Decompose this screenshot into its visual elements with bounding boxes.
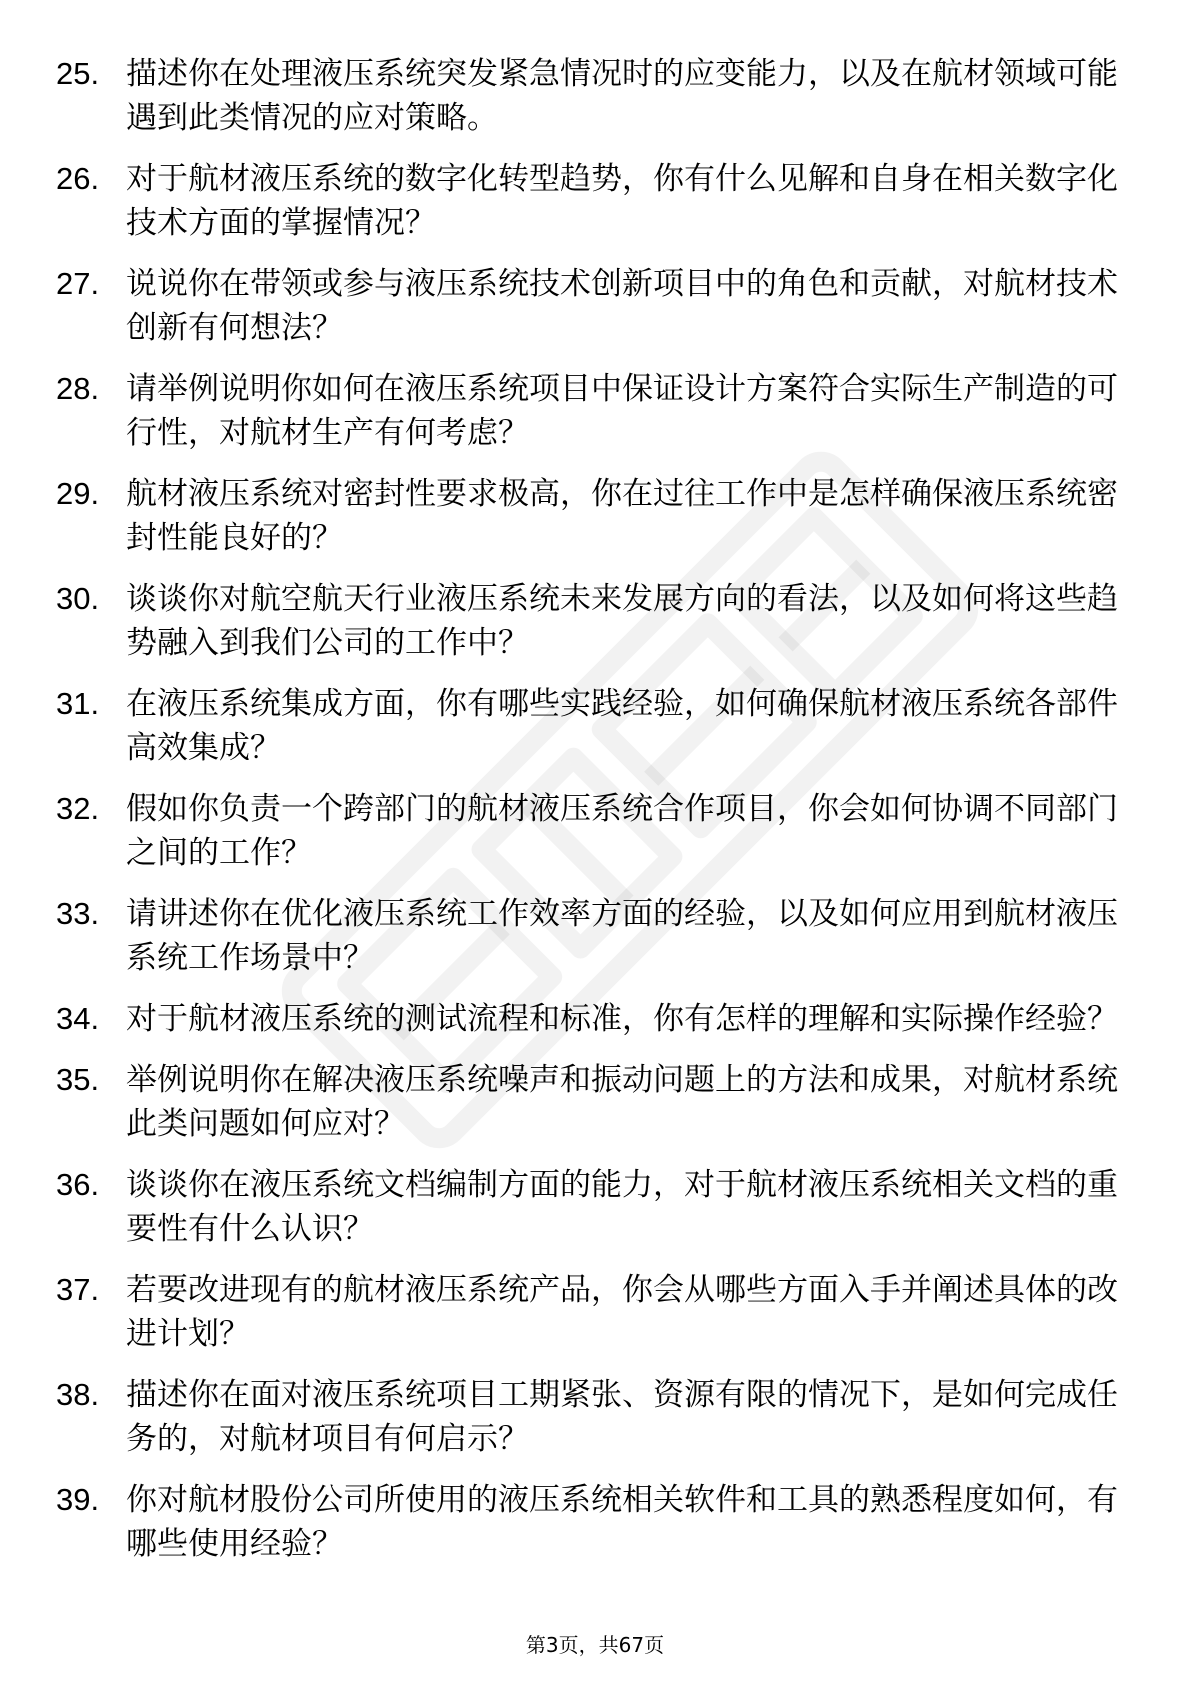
question-number: 28. (56, 371, 100, 406)
question-item (56, 1373, 1136, 1461)
question-number: 39. (56, 1482, 100, 1517)
question-number: 27. (56, 266, 100, 301)
question-item (56, 892, 1136, 980)
question-item (56, 52, 1136, 140)
question-text: 谈谈你对航空航天行业液压系统未来发展方向的看法，以及如何将这些趋势融入到我们公司的工作中？ (126, 581, 1118, 661)
question-item (56, 472, 1136, 560)
question-number: 31. (56, 686, 100, 721)
question-number: 33. (56, 896, 100, 931)
question-number: 25. (56, 56, 100, 91)
question-item (56, 682, 1136, 770)
question-number: 29. (56, 476, 100, 511)
question-text: 举例说明你在解决液压系统噪声和振动问题上的方法和成果，对航材系统此类问题如何应对？ (126, 1062, 1118, 1142)
question-text: 谈谈你在液压系统文档编制方面的能力，对于航材液压系统相关文档的重要性有什么认识？ (126, 1167, 1118, 1247)
question-item (56, 1058, 1136, 1146)
question-number: 26. (56, 161, 100, 196)
question-number: 37. (56, 1272, 100, 1307)
page-footer (0, 1631, 1190, 1659)
question-number: 30. (56, 581, 100, 616)
question-text: 描述你在处理液压系统突发紧急情况时的应变能力，以及在航材领域可能遇到此类情况的应对策略。 (126, 56, 1118, 136)
question-number: 32. (56, 791, 100, 826)
question-text: 对于航材液压系统的数字化转型趋势，你有什么见解和自身在相关数字化技术方面的掌握情况？ (126, 161, 1118, 241)
question-text: 对于航材液压系统的测试流程和标准，你有怎样的理解和实际操作经验？ (126, 1001, 1118, 1037)
question-text: 描述你在面对液压系统项目工期紧张、资源有限的情况下，是如何完成任务的，对航材项目有何启示？ (126, 1377, 1118, 1457)
question-item (56, 157, 1136, 245)
question-item (56, 1268, 1136, 1356)
question-text: 请讲述你在优化液压系统工作效率方面的经验，以及如何应用到航材液压系统工作场景中？ (126, 896, 1118, 976)
question-number: 36. (56, 1167, 100, 1202)
question-item (56, 997, 1136, 1041)
question-text: 若要改进现有的航材液压系统产品，你会从哪些方面入手并阐述具体的改进计划？ (126, 1272, 1118, 1352)
question-item (56, 787, 1136, 875)
question-text: 假如你负责一个跨部门的航材液压系统合作项目，你会如何协调不同部门之间的工作？ (126, 791, 1118, 871)
question-text: 说说你在带领或参与液压系统技术创新项目中的角色和贡献，对航材技术创新有何想法？ (126, 266, 1118, 346)
question-number: 35. (56, 1062, 100, 1097)
question-list (56, 52, 1136, 1583)
question-number: 38. (56, 1377, 100, 1412)
question-item (56, 262, 1136, 350)
question-item (56, 1163, 1136, 1251)
question-text: 请举例说明你如何在液压系统项目中保证设计方案符合实际生产制造的可行性，对航材生产有何考虑？ (126, 371, 1118, 451)
question-number: 34. (56, 1001, 100, 1036)
question-item (56, 367, 1136, 455)
question-item (56, 1478, 1136, 1566)
page-number-label: 第3页，共67页 (525, 1633, 665, 1657)
question-text: 航材液压系统对密封性要求极高，你在过往工作中是怎样确保液压系统密封性能良好的？ (126, 476, 1118, 556)
question-text: 在液压系统集成方面，你有哪些实践经验，如何确保航材液压系统各部件高效集成？ (126, 686, 1118, 766)
question-item (56, 577, 1136, 665)
question-text: 你对航材股份公司所使用的液压系统相关软件和工具的熟悉程度如何，有哪些使用经验？ (126, 1482, 1118, 1562)
